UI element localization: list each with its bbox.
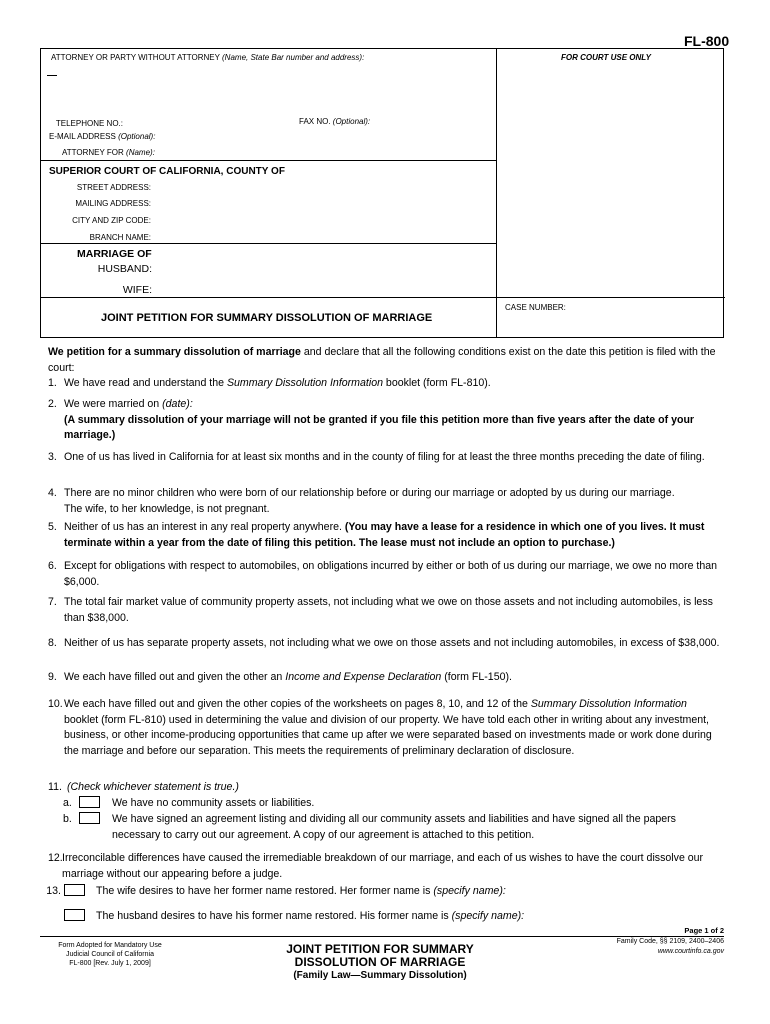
- court-title: SUPERIOR COURT OF CALIFORNIA, COUNTY OF: [49, 166, 285, 177]
- mailing-address-label: MAILING ADDRESS:: [75, 199, 151, 208]
- item-3: One of us has lived in California for at least six months and in the county of filing for at least the three months preceding the date of filing.: [64, 451, 705, 463]
- item-number: 8.: [48, 637, 57, 649]
- item-number: 7.: [48, 596, 57, 608]
- divider-line: [41, 160, 496, 161]
- item-13-wife: The wife desires to have her former name restored. Her former name is (specify name):: [96, 885, 506, 897]
- item-number: 13.: [46, 885, 61, 897]
- intro-paragraph: We petition for a summary dissolution of marriage and declare that all the following conditions exist on the date this petition is filed with the court:: [48, 346, 716, 374]
- footer-right: Family Code, §§ 2109, 2400–2406 www.courtinfo.ca.gov: [616, 938, 724, 955]
- checkbox-11a[interactable]: [79, 796, 100, 808]
- email-label: E-MAIL ADDRESS (Optional):: [49, 132, 156, 141]
- item-number: 9.: [48, 671, 57, 683]
- item-11b: We have signed an agreement listing and dividing all our community assets and liabilities and have signed all the papers necessary to carry out our agreement. A copy of our agreement is attached to this petition.: [112, 813, 676, 841]
- footer-left: Form Adopted for Mandatory Use Judicial Council of California FL-800 [Rev. July 1, 2009]: [58, 942, 162, 967]
- case-number-label: CASE NUMBER:: [505, 303, 566, 312]
- petition-title: JOINT PETITION FOR SUMMARY DISSOLUTION OF MARRIAGE: [101, 312, 433, 324]
- attorney-label: ATTORNEY OR PARTY WITHOUT ATTORNEY (Name, State Bar number and address):: [51, 53, 365, 62]
- checkbox-11b[interactable]: [79, 812, 100, 824]
- husband-label: HUSBAND:: [97, 263, 152, 275]
- street-address-label: STREET ADDRESS:: [76, 183, 151, 192]
- item-11a: We have no community assets or liabilities.: [112, 797, 315, 809]
- checkbox-13-wife[interactable]: [64, 884, 85, 896]
- item-9: We each have filled out and given the other an Income and Expense Declaration (form FL-150).: [64, 671, 512, 683]
- item-4: There are no minor children who were born of our relationship before or during our marriage or adopted by us during our marriage. The wife, to her knowledge, is not pregnant.: [64, 487, 675, 515]
- marriage-of-label: MARRIAGE OF: [77, 248, 152, 260]
- item-number: 1.: [48, 377, 57, 389]
- footer-title: JOINT PETITION FOR SUMMARY DISSOLUTION OF MARRIAGE (Family Law—Summary Dissolution): [286, 942, 474, 981]
- city-zip-label: CITY AND ZIP CODE:: [72, 216, 151, 225]
- caption-box: [40, 48, 724, 338]
- caption-divider: [496, 49, 497, 337]
- item-11b-letter: b.: [63, 813, 72, 825]
- divider-line: [41, 243, 496, 244]
- item-12: Irreconcilable differences have caused the irremediable breakdown of our marriage, and each of us wishes to have the court dissolve our marriage without our appearing before a judge.: [62, 852, 704, 880]
- item-number: 2.: [48, 398, 57, 410]
- item-8: Neither of us has separate property assets, not including what we owe on those assets and not including automobiles, in excess of $38,000.: [64, 637, 720, 649]
- checkbox-13-husband[interactable]: [64, 909, 85, 921]
- item-2: We were married on (date): (A summary dissolution of your marriage will not be granted if you file this petition more than five years after the date of your marriage.): [64, 398, 695, 441]
- telephone-label: TELEPHONE NO.:: [55, 119, 123, 128]
- wife-label: WIFE:: [122, 284, 152, 296]
- item-11a-letter: a.: [63, 797, 72, 809]
- item-number: 4.: [48, 487, 57, 499]
- form-id: FL-800: [684, 33, 730, 49]
- fax-label: FAX NO. (Optional):: [299, 117, 371, 126]
- divider-line: [41, 297, 725, 298]
- item-number: 11.: [48, 781, 62, 793]
- item-1: We have read and understand the Summary Dissolution Information booklet (form FL-810).: [64, 377, 491, 389]
- attorney-for-label: ATTORNEY FOR (Name):: [62, 148, 155, 157]
- item-10: We each have filled out and given the other copies of the worksheets on pages 8, 10, and 12 of the Summary Dissolution Information booklet (form FL-810) used in determining the value and division of our property. We have told each other in writing about any investment, business, or other income-producing opportunities that came up after we were separated based on investments made or work done during the marriage and before our separation. This meets the requirements of preliminary declaration of disclosure.: [64, 698, 712, 757]
- branch-name-label: BRANCH NAME:: [89, 233, 151, 242]
- item-number: 3.: [48, 451, 57, 463]
- attorney-field-marker: [47, 75, 57, 76]
- item-11-instruction: (Check whichever statement is true.): [67, 781, 239, 793]
- court-use-label: FOR COURT USE ONLY: [561, 53, 651, 62]
- item-number: 5.: [48, 521, 57, 533]
- item-7: The total fair market value of community property assets, not including what we owe on those assets and not including automobiles, is less than $38,000.: [64, 596, 713, 624]
- item-number: 10.: [48, 698, 63, 710]
- page-number: Page 1 of 2: [684, 926, 724, 935]
- item-number: 12.: [48, 852, 63, 864]
- item-13-husband: The husband desires to have his former name restored. His former name is (specify name):: [96, 910, 525, 922]
- item-number: 6.: [48, 560, 57, 572]
- item-5: Neither of us has an interest in any real property anywhere. (You may have a lease for a residence in which one of you lives. It must terminate within a year from the date of filing this petition. The lease must not include an option to purchase.): [64, 521, 705, 549]
- item-6: Except for obligations with respect to automobiles, on obligations incurred by either or both of us during our marriage, we owe no more than $6,000.: [64, 560, 718, 588]
